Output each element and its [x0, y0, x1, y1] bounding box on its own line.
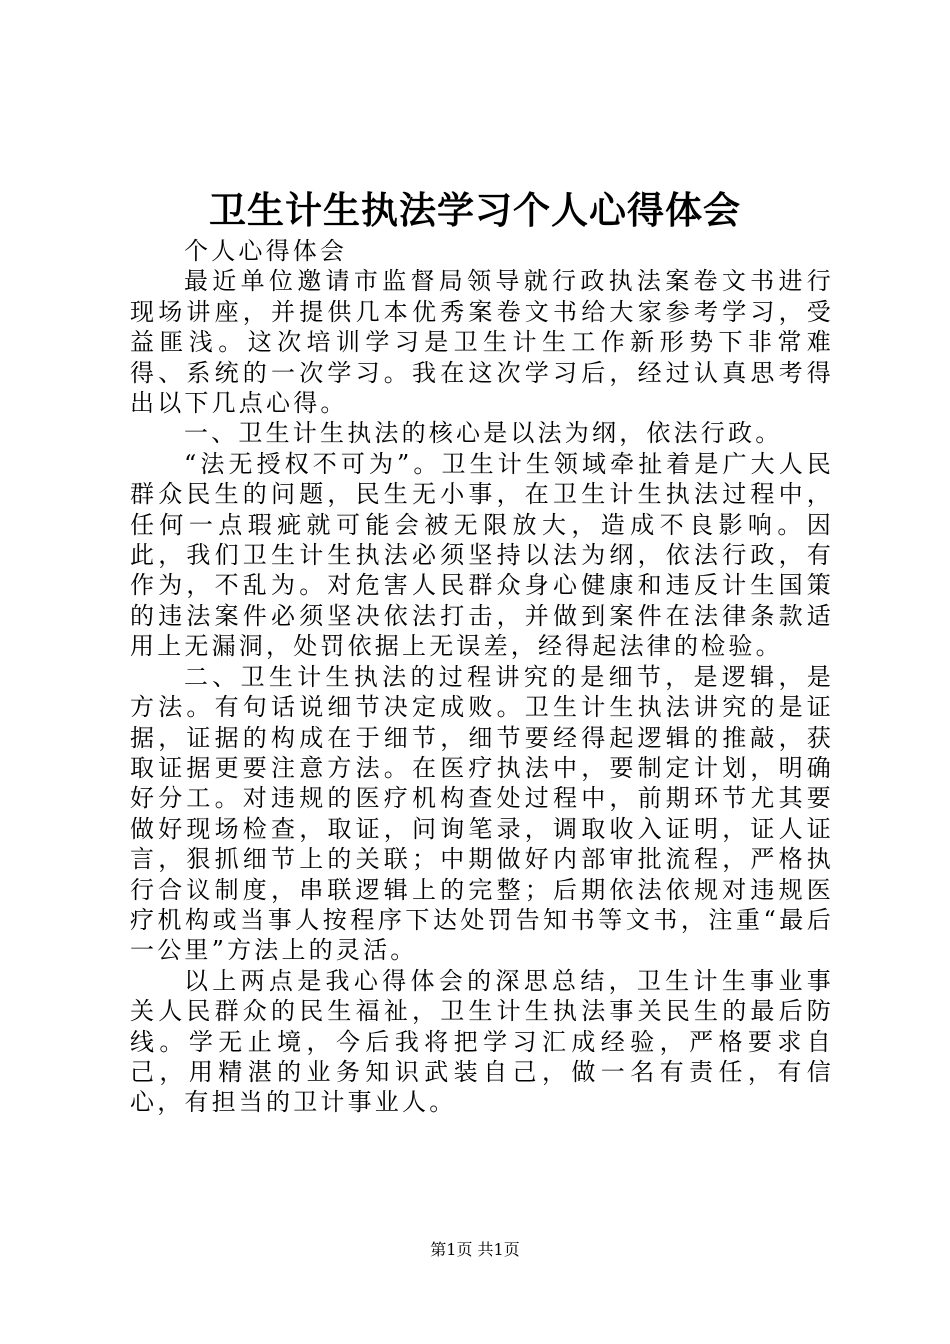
paragraph-heading-one: 一、卫生计生执法的核心是以法为纲，依法行政。 — [184, 419, 783, 448]
paragraph-point-two: 二、卫生计生执法的过程讲究的是细节，是逻辑，是方法。有句话说细节决定成败。卫生计生执法讲究的是证据，证据的构成在于细节，细节要经得起逻辑的推敲，获取证据更要注意方法。在医疗执法中，要制定计划，明确好分工。对违规的医疗机构查处过程中，前期环节尤其要做好现场检查，取证，问询笔录，调取收入证明，证人证言，狠抓细节上的关联；中期做好内部审批流程，严格执行合议制度，串联逻辑上的完整；后期依法依规对违规医疗机构或当事人按程序下达处罚告知书等文书，注重“最后一公里”方法上的灵活。 — [130, 662, 834, 965]
document-title: 卫生计生执法学习个人心得体会 — [209, 188, 741, 232]
paragraph-conclusion: 以上两点是我心得体会的深思总结，卫生计生事业事关人民群众的民生福祉，卫生计生执法事关民生的最后防线。学无止境，今后我将把学习汇成经验，严格要求自己，用精湛的业务知识武装自己，做一名有责任，有信心，有担当的卫计事业人。 — [130, 966, 834, 1117]
page-footer: 第1页 共1页 — [430, 1240, 520, 1259]
document-body — [130, 236, 834, 1118]
paragraph-subtitle: 个人心得体会 — [184, 237, 348, 265]
paragraph-intro: 最近单位邀请市监督局领导就行政执法案卷文书进行现场讲座，并提供几本优秀案卷文书给大家参考学习，受益匪浅。这次培训学习是卫生计生工作新形势下非常难得、系统的一次学习。我在这次学习后，经过认真思考得出以下几点心得。 — [130, 267, 834, 418]
paragraph-point-one: “法无授权不可为”。卫生计生领域牵扯着是广大人民群众民生的问题，民生无小事，在卫生计生执法过程中，任何一点瑕疵就可能会被无限放大，造成不良影响。因此，我们卫生计生执法必须坚持以法为纲，依法行政，有作为，不乱为。对危害人民群众身心健康和违反计生国策的违法案件必须坚决依法打击，并做到案件在法律条款适用上无漏洞，处罚依据上无误差，经得起法律的检验。 — [130, 449, 834, 661]
